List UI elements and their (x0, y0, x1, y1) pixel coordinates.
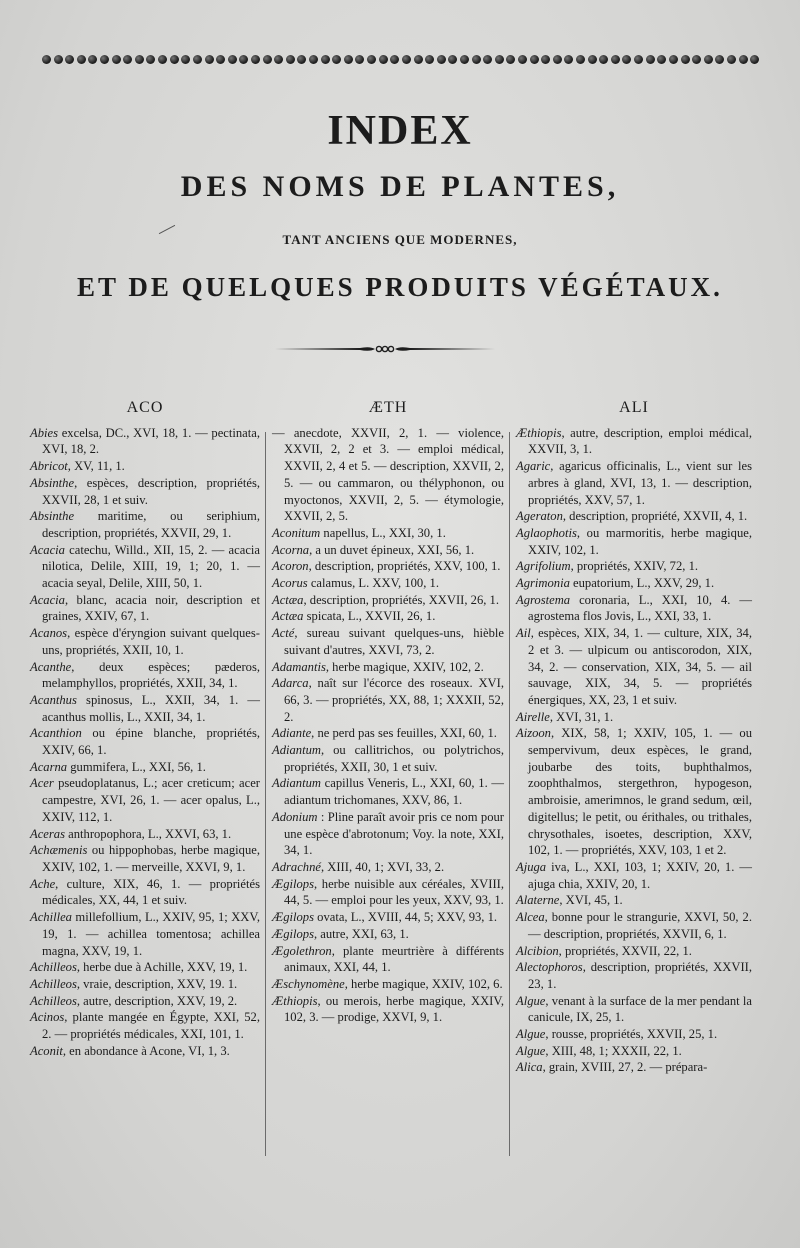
entry-text: gummifera, L., XXI, 56, 1. (67, 759, 206, 774)
entry-text: spicata, L., XXVII, 26, 1. (303, 609, 436, 624)
ornament-bead (564, 55, 573, 64)
entry-text: ou hippophobas, herbe magique, XXIV, 102, 1. — merveille, XXVI, 9, 1. (42, 843, 260, 874)
index-entry (272, 659, 504, 676)
entry-term: Achillea (30, 910, 72, 925)
entry-term: Acanos (30, 626, 68, 641)
index-entry (30, 625, 260, 658)
entry-term: Acinos (30, 1010, 65, 1025)
entry-text: , XIII, 48, 1; XXXII, 22, 1. (545, 1043, 682, 1058)
ornament-bead (622, 55, 631, 64)
index-entry (516, 508, 752, 525)
entry-term: Algue (516, 1027, 546, 1042)
ornament-bead (263, 55, 272, 64)
entry-text: , espèce d'éryngion suivant quelques-uns, propriétés, XXII, 10, 1. (42, 626, 260, 657)
index-entry (516, 892, 752, 909)
top-ornament-border (42, 50, 760, 68)
ornament-bead (448, 55, 457, 64)
ornament-bead (228, 55, 237, 64)
entry-text: capillus Veneris, L., XXI, 60, 1. — adiantum trichomanes, XXV, 86, 1. (284, 776, 504, 808)
ornament-bead (553, 55, 562, 64)
ornament-bead (216, 55, 225, 64)
ornament-bead (588, 55, 597, 64)
entry-text: , venant à la surface de la mer pendant la canicule, IX, 25, 1. (528, 993, 752, 1025)
entry-text: , agaricus officinalis, L., vient sur les arbres à gland, XVI, 13, 1. — description, propriétés, XXV, 57, 1. (528, 459, 752, 507)
entry-term: Acanthus (30, 692, 77, 707)
ornament-bead (739, 55, 748, 64)
ornament-bead (181, 55, 190, 64)
ornament-bead (506, 55, 515, 64)
index-entry (30, 842, 260, 875)
entry-text: millefollium, L., XXIV, 95, 1; XXV, 19, 1. — achillea tomentosa; achillea magna, XXV, 19, 1. (42, 910, 260, 958)
entry-term: Acanthe (30, 659, 72, 674)
index-column-aco (30, 400, 260, 1059)
entry-text: , XIII, 40, 1; XVI, 33, 2. (320, 859, 445, 874)
ornament-bead (355, 55, 364, 64)
ornament-bead (483, 55, 492, 64)
entry-text: calamus, L. XXV, 100, 1. (307, 576, 439, 591)
entry-text: , espèces, XIX, 34, 1. — culture, XIX, 34, 2 et 3. — ulpicum ou antiscorodon, XIX, 34, 2. — conservation, XIX, 34, 5. — ail sauvage, XIX, 34, 5. — propriétés énergiques, XX, 23, 1 et suiv. (528, 626, 752, 707)
ornament-bead (170, 55, 179, 64)
index-entry (516, 1043, 752, 1060)
index-column-ali (516, 400, 752, 1076)
entry-text: , propriétés, XXIV, 72, 1. (570, 559, 699, 574)
ornament-bead (77, 55, 86, 64)
entry-text: , blanc, acacia noir, description et graines, XXIV, 67, 1. (42, 592, 260, 624)
entry-term: Absinthe (30, 475, 75, 490)
entry-text: , plante meurtrière à différents animaux, XXI, 44, 1. (284, 943, 504, 975)
entry-term: Ægilops (272, 876, 314, 891)
entry-text: , ou callitrichos, ou polytrichos, propriétés, XXII, 30, 1 et suiv. (284, 743, 504, 774)
index-entry (30, 508, 260, 541)
ornament-bead (460, 55, 469, 64)
index-entry (516, 575, 752, 592)
entry-text: , autre, description, XXV, 19, 2. (76, 993, 238, 1008)
index-entry (516, 1059, 752, 1076)
entry-term: Alcibion (516, 943, 559, 958)
entry-text: , description, propriété, XXVII, 4, 1. (562, 509, 748, 524)
index-entry (516, 709, 752, 726)
ornament-bead (704, 55, 713, 64)
index-entry (516, 993, 752, 1026)
entry-text: , vraie, description, XXV, 19. 1. (76, 976, 238, 991)
entry-text: , herbe due à Achille, XXV, 19, 1. (76, 960, 248, 975)
ornament-bead (541, 55, 550, 64)
entry-term: Aconit (30, 1043, 63, 1058)
entry-term: Æthiopis (516, 425, 562, 440)
entry-term: Acté (272, 626, 295, 641)
entry-term: Airelle (516, 709, 550, 724)
index-entry (516, 943, 752, 960)
ornament-bead (414, 55, 423, 64)
index-entry (30, 475, 260, 508)
entry-text: , XVI, 45, 1. (559, 893, 623, 908)
column-head: ALI (619, 399, 649, 416)
ornament-bead (251, 55, 260, 64)
index-entry (30, 759, 260, 776)
ornament-bead (634, 55, 643, 64)
entry-text: , autre, description, emploi médical, XXVII, 3, 1. (528, 425, 752, 457)
index-entry (30, 909, 260, 959)
entry-term: Agrifolium (516, 559, 571, 574)
column-head: ÆTH (368, 399, 408, 416)
entry-text: , bonne pour le strangurie, XXVI, 50, 2. — description, propriétés, XXVII, 6, 1. (528, 910, 752, 941)
index-entry (272, 575, 504, 592)
index-entry (30, 659, 260, 692)
index-entry (272, 993, 504, 1026)
entry-term: Adiantum (272, 743, 321, 758)
index-entry (516, 558, 752, 575)
index-entry (516, 725, 752, 859)
ornament-bead (135, 55, 144, 64)
entry-term: Absinthe (30, 509, 75, 524)
index-entry (272, 809, 504, 859)
index-entry (30, 725, 260, 758)
entry-text: ovata, L., XVIII, 44, 5; XXV, 93, 1. (314, 910, 498, 925)
entry-text: pseudoplatanus, L.; acer creticum; acer campestre, XVI, 26, 1. — acer opalus, L., XXIV, 112, 1. (42, 776, 260, 824)
ornament-bead (100, 55, 109, 64)
entry-term: Ail (516, 626, 531, 641)
index-entry (30, 959, 260, 976)
index-entry (272, 876, 504, 909)
entry-term: Adamantis (272, 659, 326, 674)
index-entry (272, 525, 504, 542)
entry-text: , XIX, 58, 1; XXIV, 105, 1. — ou sempervivum, deux espèces, le grand, joubarbe des toits, buphthalmos, zoophthalmos, stergethron, hypogeson, ambroisie, amerimnos, le grand sedum, œil, digitellus; le petit, ou érithales, ou trithales, chrysothales, isoetes, description, XXV, 102, 1. — propriétés, XXV, 103, 1 et 2. (528, 726, 752, 858)
index-entry (516, 909, 752, 942)
entry-text: , culture, XIX, 46, 1. — propriétés médicales, XX, 44, 1 et suiv. (42, 876, 260, 908)
entry-text: eupatorium, L., XXV, 29, 1. (569, 576, 715, 591)
index-entry (30, 993, 260, 1010)
index-entry (516, 425, 752, 458)
entry-text: coronaria, L., XXI, 10, 4. — agrostema flos Jovis, L., XXI, 33, 1. (528, 592, 752, 624)
entry-term: Acer (30, 776, 54, 791)
entry-term: Adarca (272, 676, 309, 691)
index-entry (272, 859, 504, 876)
index-entry (272, 608, 504, 625)
index-entry (30, 775, 260, 825)
column-head: ACO (126, 399, 164, 416)
ornament-bead (390, 55, 399, 64)
index-entry (30, 1043, 260, 1060)
entry-text: iva, L., XXI, 103, 1; XXIV, 20, 1. — ajuga chia, XXIV, 20, 1. (528, 859, 752, 891)
entry-term: Ægilops (272, 926, 314, 941)
ornament-bead (321, 55, 330, 64)
index-columns (0, 400, 800, 1180)
index-entry (272, 592, 504, 609)
ornament-bead (472, 55, 481, 64)
index-entry (30, 976, 260, 993)
ornament-bead (727, 55, 736, 64)
index-entry (516, 1026, 752, 1043)
index-entry (272, 926, 504, 943)
entry-text: , a un duvet épineux, XXI, 56, 1. (309, 542, 475, 557)
entry-term: Agaric (516, 459, 551, 474)
ornament-bead (518, 55, 527, 64)
index-entry (272, 742, 504, 775)
index-entry (272, 909, 504, 926)
entry-term: Actæa (272, 609, 304, 624)
entry-text: , sureau suivant quelques-uns, hièble suivant d'autres, XXVI, 73, 2. (284, 626, 504, 657)
entry-text: — anecdote, XXVII, 2, 1. — violence, XXVII, 2, 2 et 3. — emploi médical, XXVII, 2, 4 et 5. — description, XXVII, 2, 5. — ou cammaron, ou thélyphonon, ou myoctonos, XXVII, 2, 5. — étymologie, XXVII, 2, 5. (272, 425, 504, 524)
entry-term: Agrimonia (516, 576, 570, 591)
ornament-bead (715, 55, 724, 64)
index-entry (272, 558, 504, 575)
entry-term: Acarna (30, 759, 68, 774)
ornament-bead (42, 55, 51, 64)
entry-text: : Pline paraît avoir pris ce nom pour une espèce d'abrotonum; Voy. la note, XXI, 34, 1. (284, 809, 504, 858)
entry-text: , XVI, 31, 1. (549, 709, 614, 724)
entry-term: Achilleos (30, 993, 77, 1008)
entry-term: Acacia (30, 542, 65, 557)
index-entry (516, 458, 752, 508)
entry-text: , herbe magique, XXIV, 102, 6. (344, 976, 503, 991)
entry-term: Algue (516, 993, 546, 1008)
entry-text: , description, propriétés, XXVII, 23, 1. (528, 960, 752, 991)
ornament-bead (146, 55, 155, 64)
index-entry (30, 542, 260, 592)
entry-term: Achæmenis (30, 843, 88, 858)
entry-text: , propriétés, XXVII, 22, 1. (558, 943, 692, 958)
index-entry (272, 675, 504, 725)
ornament-bead (367, 55, 376, 64)
entry-term: Acorus (272, 576, 308, 591)
entry-text: , naît sur l'écorce des roseaux. XVI, 66, 3. — propriétés, XX, 88, 1; XXXII, 52, 2. (284, 676, 504, 724)
index-entry (30, 826, 260, 843)
index-entry (272, 542, 504, 559)
entry-term: Æschynomène (272, 976, 345, 991)
entry-term: Algue (516, 1043, 546, 1058)
index-entry (30, 592, 260, 625)
index-entry (30, 458, 260, 475)
ornament-bead (205, 55, 214, 64)
entry-text: excelsa, DC., XVI, 18, 1. — pectinata, XVI, 18, 2. (42, 425, 260, 457)
entry-text: catechu, Willd., XII, 15, 2. — acacia nilotica, Delile, XIII, 19, 1; 20, 1. — acacia seyal, Delile, XIII, 50, 1. (42, 542, 260, 591)
index-subtitle: DES NOMS DE PLANTES, (180, 170, 620, 203)
ornament-bead (65, 55, 74, 64)
entry-term: Aconitum (272, 525, 321, 540)
index-entry (516, 525, 752, 558)
entry-term: Adiantum (272, 776, 321, 791)
index-entry (272, 725, 504, 742)
index-entry (516, 625, 752, 709)
entry-term: Alcea (516, 910, 545, 925)
index-entry (516, 959, 752, 992)
entry-text: , ou marmoritis, herbe magique, XXIV, 102, 1. (528, 525, 752, 557)
ornament-bead (657, 55, 666, 64)
ornament-bead (669, 55, 678, 64)
index-subtitle-small: TANT ANCIENS QUE MODERNES, (282, 232, 518, 247)
entry-term: Abies (30, 425, 58, 440)
ornament-bead (286, 55, 295, 64)
index-entry (516, 859, 752, 892)
entry-term: Agrostema (516, 592, 571, 607)
entry-term: Adrachné (272, 859, 321, 874)
ornament-bead (309, 55, 318, 64)
ornament-bead (495, 55, 504, 64)
ornament-bead (123, 55, 132, 64)
index-entry (272, 976, 504, 993)
entry-text: , deux espèces; pæderos, melamphyllos, propriétés, XXII, 34, 1. (42, 659, 260, 691)
ornament-bead (332, 55, 341, 64)
index-entry (272, 943, 504, 976)
index-entry (272, 425, 504, 525)
entry-term: Abricot (30, 459, 68, 474)
entry-text: ou épine blanche, propriétés, XXIV, 66, 1. (42, 726, 260, 758)
entry-term: Achilleos (30, 960, 77, 975)
index-entry (516, 592, 752, 625)
entry-term: Alectophoros (516, 960, 583, 975)
ornament-bead (239, 55, 248, 64)
ornament-bead (646, 55, 655, 64)
ornament-bead (274, 55, 283, 64)
ornament-bead (750, 55, 759, 64)
entry-term: Achilleos (30, 976, 77, 991)
ornament-bead (112, 55, 121, 64)
entry-term: Ageraton (516, 509, 563, 524)
ornamental-rule (275, 343, 495, 355)
ornament-bead (437, 55, 446, 64)
entry-text: anthropophora, L., XXVI, 63, 1. (64, 826, 232, 841)
entry-text: napellus, L., XXI, 30, 1. (320, 525, 446, 540)
entry-term: Alaterne (516, 893, 560, 908)
ornament-bead (402, 55, 411, 64)
entry-term: Adonium (272, 809, 318, 824)
ornament-bead (530, 55, 539, 64)
index-subtitle-products: ET DE QUELQUES PRODUITS VÉGÉTAUX. (77, 272, 723, 302)
entry-text: , rousse, propriétés, XXVII, 25, 1. (545, 1027, 718, 1042)
index-title: INDEX (327, 108, 473, 154)
entry-text: , ne perd pas ses feuilles, XXI, 60, 1. (311, 726, 497, 741)
entry-text: , autre, XXI, 63, 1. (314, 926, 409, 941)
entry-text: , XV, 11, 1. (67, 459, 125, 474)
entry-term: Adiante (272, 726, 312, 741)
entry-term: Acanthion (30, 726, 82, 741)
index-column-aeth (272, 400, 504, 1026)
entry-text: maritime, ou seriphium, description, propriétés, XXVII, 29, 1. (42, 509, 260, 540)
entry-text: , herbe magique, XXIV, 102, 2. (325, 659, 484, 674)
ornament-bead (599, 55, 608, 64)
index-entry (272, 625, 504, 658)
ornament-bead (344, 55, 353, 64)
ornament-bead (576, 55, 585, 64)
ornament-bead (379, 55, 388, 64)
ornament-bead (692, 55, 701, 64)
entry-term: Ajuga (516, 859, 547, 874)
entry-text: , description, propriétés, XXV, 100, 1. (308, 559, 501, 574)
index-entry (30, 876, 260, 909)
entry-text: , en abondance à Acone, VI, 1, 3. (62, 1043, 230, 1058)
index-entry (30, 1009, 260, 1042)
entry-text: , espèces, description, propriétés, XXVII, 28, 1 et suiv. (42, 475, 260, 507)
entry-text: , description, propriétés, XXVII, 26, 1. (303, 592, 499, 607)
ornament-bead (193, 55, 202, 64)
index-entry (272, 775, 504, 808)
ornament-bead (158, 55, 167, 64)
ornament-bead (297, 55, 306, 64)
ornament-bead (681, 55, 690, 64)
entry-term: Aceras (30, 826, 65, 841)
entry-term: Ache (30, 876, 56, 891)
entry-term: Ægilops (272, 910, 314, 925)
ornament-bead (611, 55, 620, 64)
entry-text: , herbe nuisible aux céréales, XVIII, 44, 5. — emploi pour les yeux, XXV, 93, 1. (284, 876, 504, 908)
entry-term: Æthiopis (272, 993, 318, 1008)
entry-text: spinosus, L., XXII, 34, 1. — acanthus mollis, L., XXII, 34, 1. (42, 692, 260, 724)
index-entry (30, 692, 260, 725)
entry-term: Aizoon (516, 726, 551, 741)
index-entry (30, 425, 260, 458)
entry-text: , grain, XVIII, 27, 2. — prépara- (542, 1060, 708, 1075)
ornament-bead (425, 55, 434, 64)
entry-term: Acoron (272, 559, 309, 574)
ornament-bead (54, 55, 63, 64)
entry-text: , plante mangée en Égypte, XXI, 52, 2. — propriétés médicales, XXI, 101, 1. (42, 1010, 260, 1042)
entry-text: , ou merois, herbe magique, XXIV, 102, 3. — prodige, XXVI, 9, 1. (284, 993, 504, 1025)
ornament-bead (88, 55, 97, 64)
entry-term: Ægolethron (272, 943, 332, 958)
entry-term: Acorna (272, 542, 310, 557)
entry-term: Aglaophotis (516, 525, 577, 540)
entry-term: Acacia (30, 592, 65, 607)
entry-term: Actæa (272, 592, 304, 607)
entry-term: Alica (516, 1060, 543, 1075)
